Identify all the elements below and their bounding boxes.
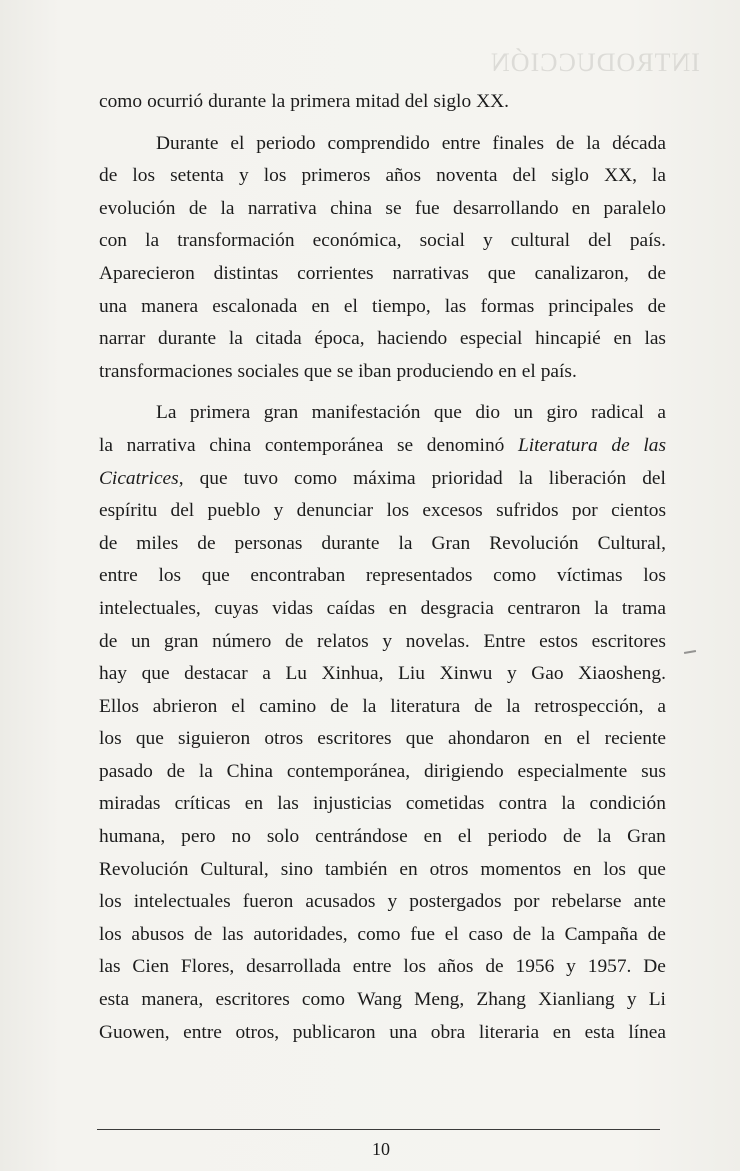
text-line: los intelectuales fueron acusados y postergados por rebelarse ante: [99, 891, 666, 913]
text-line: intelectuales, cuyas vidas caídas en desgracia centraron la trama: [99, 597, 666, 619]
page-number: 10: [372, 1139, 390, 1159]
text-line: Guowen, entre otros, publicaron una obra literaria en esta línea: [99, 1021, 666, 1043]
body-text: [99, 86, 666, 1049]
text-line: las Cien Flores, desarrollada entre los años de 1956 y 1957. De: [99, 956, 666, 978]
paragraph-gap: [99, 388, 666, 397]
footer-rule: [97, 1129, 660, 1130]
text-line: una manera escalonada en el tiempo, las formas principales de: [99, 295, 666, 317]
text-line: Cicatrices, que tuvo como máxima prioridad la liberación del: [99, 467, 666, 489]
paragraph: [99, 397, 666, 1049]
text-line: de miles de personas durante la Gran Revolución Cultural,: [99, 532, 666, 554]
text-line: Aparecieron distintas corrientes narrativas que canalizaron, de: [99, 262, 666, 284]
margin-mark: [684, 650, 696, 654]
text-line: de un gran número de relatos y novelas. Entre estos escritores: [99, 630, 666, 652]
paragraph-gap: [99, 119, 666, 128]
text-line: los abusos de las autoridades, como fue el caso de la Campaña de: [99, 923, 666, 945]
text-line: entre los que encontraban representados como víctimas los: [99, 565, 666, 587]
paragraph: [99, 86, 666, 119]
text-line: transformaciones sociales que se iban produciendo en el país.: [99, 360, 577, 382]
text-line: con la transformación económica, social y cultural del país.: [99, 230, 666, 252]
text-line: esta manera, escritores como Wang Meng, Zhang Xianliang y Li: [99, 989, 666, 1011]
text-line: espíritu del pueblo y denunciar los excesos sufridos por cientos: [99, 500, 666, 522]
text-line: los que siguieron otros escritores que ahondaron en el reciente: [99, 728, 666, 750]
paragraph: [99, 128, 666, 389]
text-line: Revolución Cultural, sino también en otros momentos en los que: [99, 858, 666, 880]
text-line: Durante el periodo comprendido entre finales de la década: [156, 132, 666, 154]
running-header-bleed-through: INTRODUCCIÓN: [490, 48, 700, 77]
text-line: hay que destacar a Lu Xinhua, Liu Xinwu y Gao Xiaosheng.: [99, 663, 666, 685]
text-line: Ellos abrieron el camino de la literatura de la retrospección, a: [99, 695, 666, 717]
text-line: pasado de la China contemporánea, dirigiendo especialmente sus: [99, 760, 666, 782]
text-line: la narrativa china contemporánea se denominó Literatura de las: [99, 434, 666, 456]
text-line: humana, pero no solo centrándose en el periodo de la Gran: [99, 826, 666, 848]
text-line: evolución de la narrativa china se fue desarrollando en paralelo: [99, 197, 666, 219]
text-line: de los setenta y los primeros años noventa del siglo XX, la: [99, 165, 666, 187]
text-line: La primera gran manifestación que dio un giro radical a: [156, 402, 666, 424]
text-line: miradas críticas en las injusticias cometidas contra la condición: [99, 793, 666, 815]
text-line: como ocurrió durante la primera mitad del siglo XX.: [99, 91, 509, 112]
text-line: narrar durante la citada época, haciendo especial hincapié en las: [99, 328, 666, 350]
